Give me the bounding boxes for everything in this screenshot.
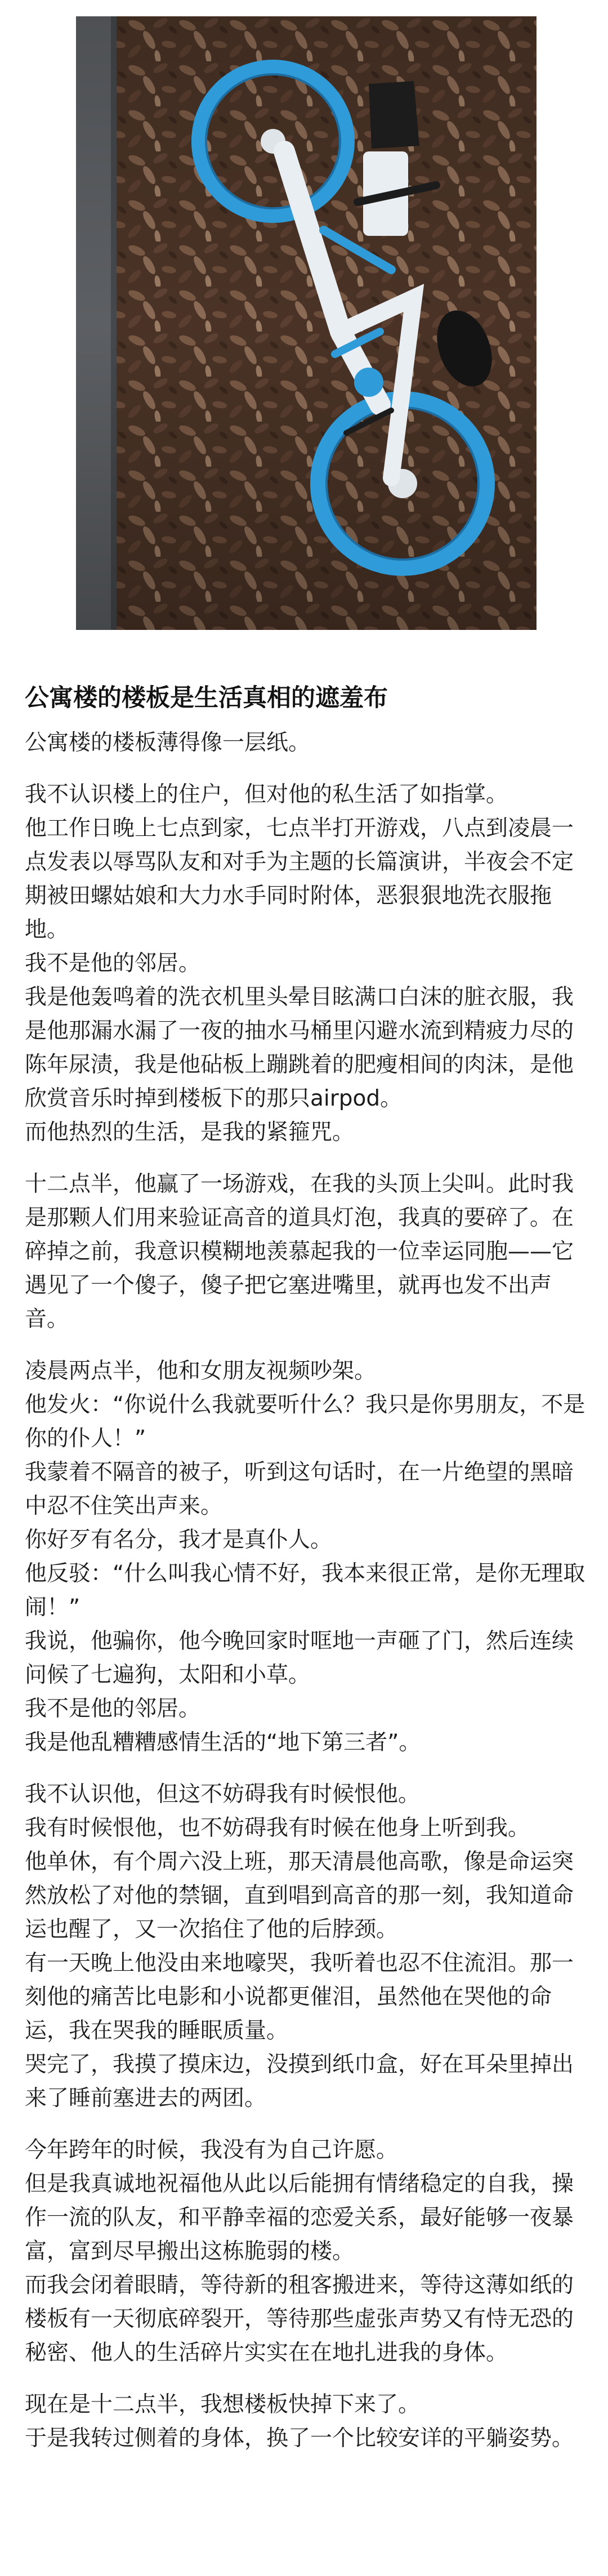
paragraph-line: 我不是他的邻居。 — [25, 1696, 201, 1721]
paragraph-line: 我不认识他，但这不妨碍我有时候恨他。 — [25, 1782, 421, 1807]
paragraph-line: 他发火：“你说什么我就要听什么？我只是你男朋友，不是你的仆人！” — [25, 1392, 585, 1451]
paragraph — [25, 778, 588, 1150]
article — [25, 681, 588, 2474]
paragraph-line: 哭完了，我摸了摸床边，没摸到纸巾盒，好在耳朵里掉出来了睡前塞进去的两团。 — [25, 2052, 574, 2111]
paragraph-line: 我不认识楼上的住户，但对他的私生活了如指掌。 — [25, 782, 508, 807]
paragraph — [25, 2134, 588, 2370]
paragraph-line: 但是我真诚地祝福他从此以后能拥有情绪稳定的自我，操作一流的队友，和平静幸福的恋爱关系，最好能够一夜暴富，富到尽早搬出这栋脆弱的楼。 — [25, 2171, 574, 2264]
paragraph-line: 公寓楼的楼板薄得像一层纸。 — [25, 730, 311, 755]
paragraph-line: 我是他乱糟糟感情生活的“地下第三者”。 — [25, 1730, 421, 1755]
paragraph-line: 我蒙着不隔音的被子，听到这句话时，在一片绝望的黑暗中忍不住笑出声来。 — [25, 1460, 574, 1519]
article-title: 公寓楼的楼板是生活真相的遮羞布 — [25, 684, 388, 712]
paragraph-line: 凌晨两点半，他和女朋友视频吵架。 — [25, 1358, 377, 1384]
bicycle-photo — [76, 16, 537, 630]
paragraph-line: 而我会闭着眼睛，等待新的租客搬进来，等待这薄如纸的楼板有一天彻底碎裂开，等待那些虚张声势又有恃无恐的秘密、他人的生活碎片实实在在地扎进我的身体。 — [25, 2273, 574, 2365]
paragraph-line: 而他热烈的生活，是我的紧箍咒。 — [25, 1120, 355, 1145]
paragraph-line: 有一天晚上他没由来地嚎哭，我听着也忍不住流泪。那一刻他的痛苦比电影和小说都更催泪，虽然他在哭他的命运，我在哭我的睡眠质量。 — [25, 1951, 574, 2043]
paragraph-line: 于是我转过侧着的身体，换了一个比较安详的平躺姿势。 — [25, 2426, 574, 2451]
paragraph — [25, 726, 588, 760]
paragraph — [25, 2388, 588, 2456]
paragraph-line: 他反驳：“什么叫我心情不好，我本来很正常，是你无理取闹！” — [25, 1561, 585, 1620]
paragraph-line: 现在是十二点半，我想楼板快掉下来了。 — [25, 2392, 421, 2417]
paragraph-line: 你好歹有名分，我才是真仆人。 — [25, 1527, 333, 1553]
paragraph-line: 他工作日晚上七点到家，七点半打开游戏，八点到凌晨一点发表以辱骂队友和对手为主题的长篇演讲，半夜会不定期被田螺姑娘和大力水手同时附体，恶狠狠地洗衣服拖地。 — [25, 816, 574, 942]
article-body — [25, 726, 588, 2456]
paragraph-line: 我是他轰鸣着的洗衣机里头晕目眩满口白沫的脏衣服，我是他那漏水漏了一夜的抽水马桶里闪避水流到精疲力尽的陈年尿渍，我是他砧板上蹦跳着的肥瘦相间的肉沫，是他欣赏音乐时掉到楼板下的那只airpod。 — [25, 985, 574, 1111]
paragraph-line: 今年跨年的时候，我没有为自己许愿。 — [25, 2137, 399, 2163]
paragraph — [25, 1778, 588, 2116]
bicycle-photo-art — [76, 16, 537, 630]
paragraph-line: 十二点半，他赢了一场游戏，在我的头顶上尖叫。此时我是那颗人们用来验证高音的道具灯泡，我真的要碎了。在碎掉之前，我意识模糊地羡慕起我的一位幸运同胞——它遇见了一个傻子，傻子把它塞进嘴里，就再也发不出声音。 — [25, 1171, 574, 1332]
paragraph-line: 我说，他骗你，他今晚回家时哐地一声砸了门，然后连续问候了七遍狗，太阳和小草。 — [25, 1629, 574, 1688]
paragraph — [25, 1354, 588, 1760]
paragraph — [25, 1168, 588, 1336]
paragraph-line: 我不是他的邻居。 — [25, 951, 201, 976]
paragraph-line: 他单休，有个周六没上班，那天清晨他高歌，像是命运突然放松了对他的禁锢，直到唱到高音的那一刻，我知道命运也醒了，又一次掐住了他的后脖颈。 — [25, 1849, 574, 1942]
paragraph-line: 我有时候恨他，也不妨碍我有时候在他身上听到我。 — [25, 1815, 530, 1841]
